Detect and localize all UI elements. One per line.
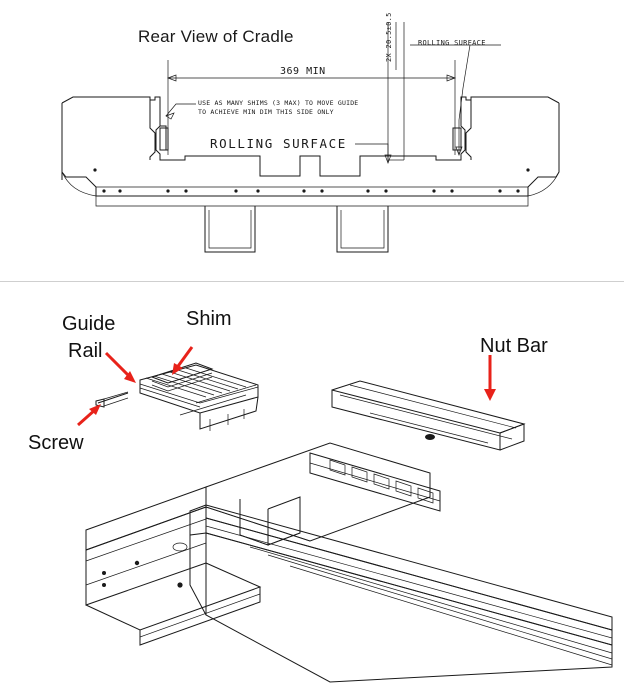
rolling-surface-leader-text: ROLLING SURFACE [418,39,486,47]
fastener-holes [93,168,529,192]
rolling-surface-leader-line [410,45,501,155]
shim-note-leader [166,104,196,119]
callout-guide-rail-line2: Rail [68,340,103,362]
rolling-surface-center-text: ROLLING SURFACE [210,136,347,151]
view-divider [0,281,624,282]
shim-note-line-1: USE AS MANY SHIMS (3 MAX) TO MOVE GUIDE [198,99,359,107]
dimension-20-5-text: 2X 20.5±0.5 [385,12,393,62]
callout-nut-bar: Nut Bar [480,335,548,357]
cradle-ribs [205,206,388,252]
front-frame-member [86,487,260,645]
guide-rail-part [96,363,258,431]
shim-note-line-2: TO ACHIEVE MIN DIM THIS SIDE ONLY [198,108,334,116]
dimension-369-min-text: 369 MIN [280,66,326,77]
callout-guide-rail-line1: Guide [62,313,116,335]
cradle-body-iso [206,434,440,545]
callout-arrows [78,347,496,425]
callout-shim: Shim [186,308,232,330]
top-view-title: Rear View of Cradle [138,27,294,46]
callout-screw: Screw [28,432,84,454]
